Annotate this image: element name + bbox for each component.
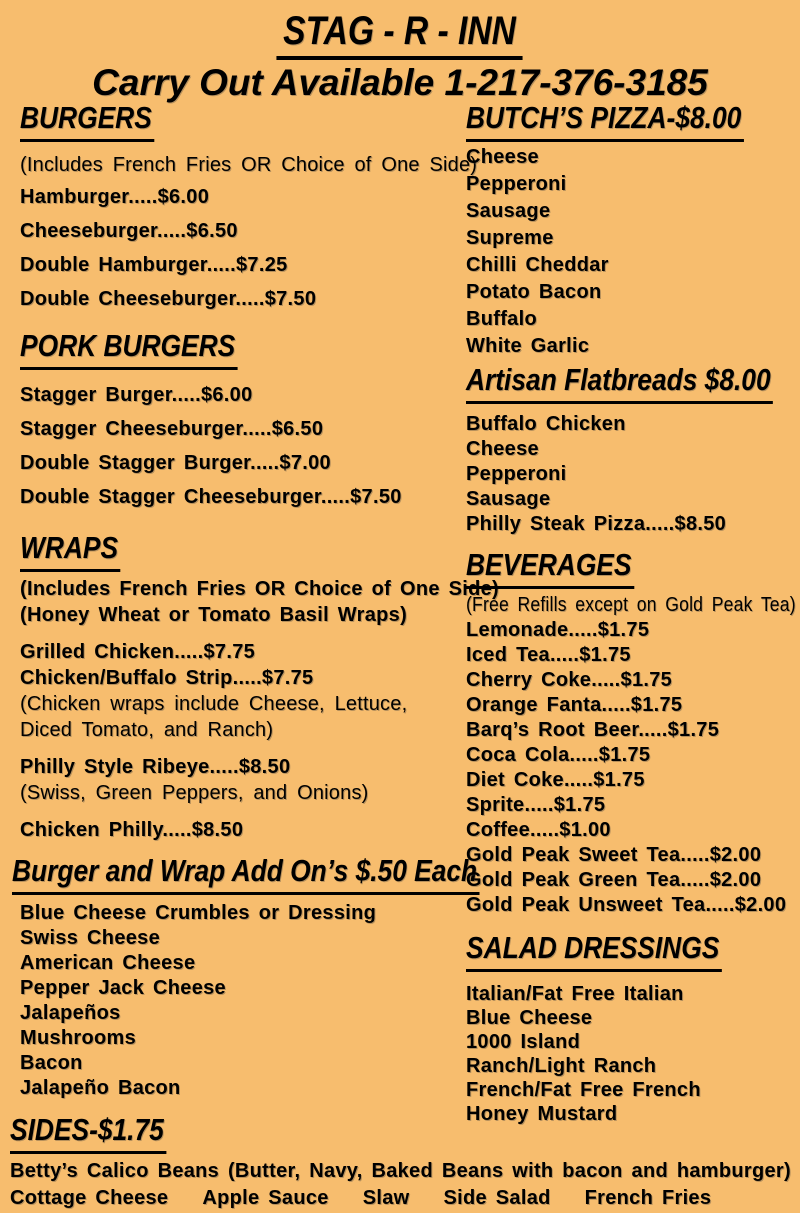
menu-row: Gold Peak Green Tea.....$2.00: [466, 869, 762, 891]
section-header: [10, 1112, 796, 1154]
menu-row: Chicken/Buffalo Strip.....$7.75: [20, 667, 314, 689]
menu-row: Cheese: [466, 146, 539, 168]
menu-row: Gold Peak Sweet Tea.....$2.00: [466, 844, 762, 866]
menu-row-part: Cottage Cheese: [10, 1187, 169, 1209]
section-header-text: BURGERS: [20, 100, 154, 142]
section-header-text: Artisan Flatbreads $8.00: [466, 362, 773, 404]
section-header-text: PORK BURGERS: [20, 328, 238, 370]
menu-row: Buffalo Chicken: [466, 413, 626, 435]
menu-row: [10, 1185, 796, 1212]
menu-row: Stagger Burger.....$6.00: [20, 384, 253, 406]
section-butchs-pizza: [466, 100, 800, 360]
section-header-text: BUTCH’S PIZZA-$8.00: [466, 100, 744, 142]
menu-row: Double Cheeseburger.....$7.50: [20, 288, 317, 310]
menu-row: Double Stagger Cheeseburger.....$7.50: [20, 486, 402, 508]
menu-row: American Cheese: [20, 952, 196, 974]
section-header: [20, 530, 464, 572]
page-header: [0, 8, 800, 106]
menu-row: Diet Coke.....$1.75: [466, 769, 645, 791]
menu-row: Blue Cheese: [466, 1007, 593, 1029]
menu-row: Blue Cheese Crumbles or Dressing: [20, 902, 377, 924]
menu-row: Coca Cola.....$1.75: [466, 744, 651, 766]
menu-row: Italian/Fat Free Italian: [466, 983, 684, 1005]
left-column: [12, 100, 500, 1101]
section-header-text: BEVERAGES: [466, 547, 634, 589]
menu-row: Chilli Cheddar: [466, 254, 609, 276]
section-pork-burgers: [20, 328, 464, 514]
menu-row: Orange Fanta.....$1.75: [466, 694, 683, 716]
menu-row: Sausage: [466, 488, 551, 510]
menu-row: Swiss Cheese: [20, 927, 161, 949]
page-subtitle: Carry Out Available 1-217-376-3185: [92, 62, 708, 103]
menu-row: (Swiss, Green Peppers, and Onions): [20, 782, 369, 804]
menu-row: Cherry Coke.....$1.75: [466, 669, 673, 691]
menu-row: Buffalo: [466, 308, 537, 330]
section-header: [20, 100, 464, 142]
right-column: [466, 100, 800, 1126]
menu-row: Jalapeños: [20, 1002, 121, 1024]
section-addons: [12, 853, 478, 1101]
menu-row-part: Apple Sauce: [202, 1187, 329, 1209]
menu-row-part: Slaw: [362, 1187, 410, 1209]
menu-row: Grilled Chicken.....$7.75: [20, 641, 256, 663]
menu-row: Honey Mustard: [466, 1103, 618, 1125]
menu-row: Bacon: [20, 1052, 83, 1074]
menu-row-part: Side Salad: [443, 1187, 551, 1209]
menu-row: French/Fat Free French: [466, 1079, 701, 1101]
menu-row: Gold Peak Unsweet Tea.....$2.00: [466, 894, 787, 916]
section-header: [466, 930, 800, 972]
menu-row: Mushrooms: [20, 1027, 137, 1049]
section-header: [466, 362, 800, 404]
menu-row: (Free Refills except on Gold Peak Tea): [466, 594, 796, 616]
section-burgers: [20, 100, 478, 316]
menu-row: 1000 Island: [466, 1031, 581, 1053]
menu-row: Betty’s Calico Beans (Butter, Navy, Baked Beans with bacon and hamburger): [10, 1160, 791, 1182]
menu-row: Cheese: [466, 438, 539, 460]
menu-row: (Honey Wheat or Tomato Basil Wraps): [20, 604, 408, 626]
menu-row: Pepperoni: [466, 463, 567, 485]
menu-row: Double Hamburger.....$7.25: [20, 254, 288, 276]
section-salad-dressings: [466, 930, 800, 1126]
section-header-text: SALAD DRESSINGS: [466, 930, 722, 972]
menu-row: Double Stagger Burger.....$7.00: [20, 452, 331, 474]
section-header: [12, 853, 478, 895]
section-header-text: WRAPS: [20, 530, 121, 572]
menu-row: Philly Steak Pizza.....$8.50: [466, 513, 727, 535]
menu-row: White Garlic: [466, 335, 590, 357]
menu-row: (Includes French Fries OR Choice of One Side): [20, 154, 478, 176]
menu-row: Philly Style Ribeye.....$8.50: [20, 756, 291, 778]
section-beverages: [466, 547, 800, 918]
menu-row: Potato Bacon: [466, 281, 602, 303]
page-title: [0, 8, 800, 60]
menu-row: Iced Tea.....$1.75: [466, 644, 631, 666]
section-header-text: Burger and Wrap Add On’s $.50 Each: [12, 853, 480, 895]
page-title-text: STAG - R - INN: [277, 8, 523, 60]
menu-row: Coffee.....$1.00: [466, 819, 611, 841]
section-header-text: SIDES-$1.75: [10, 1112, 166, 1154]
section-flatbreads: [466, 362, 800, 537]
menu-row: Pepper Jack Cheese: [20, 977, 226, 999]
section-header: [466, 547, 800, 589]
menu-row-part: French Fries: [584, 1187, 712, 1209]
section-wraps: [20, 530, 500, 843]
section-header: [20, 328, 464, 370]
menu-row: Sausage: [466, 200, 551, 222]
menu-row: Pepperoni: [466, 173, 567, 195]
menu-row: Sprite.....$1.75: [466, 794, 606, 816]
menu-row: Stagger Cheeseburger.....$6.50: [20, 418, 324, 440]
menu-row: Hamburger.....$6.00: [20, 186, 210, 208]
menu-row: Lemonade.....$1.75: [466, 619, 650, 641]
menu-row: (Includes French Fries OR Choice of One Side): [20, 578, 500, 600]
menu-row: Chicken Philly.....$8.50: [20, 819, 244, 841]
section-sides: [10, 1112, 796, 1212]
menu-row: Barq’s Root Beer.....$1.75: [466, 719, 720, 741]
bottom-section: [10, 1112, 796, 1212]
menu-row: Supreme: [466, 227, 554, 249]
menu-row: Cheeseburger.....$6.50: [20, 220, 238, 242]
menu-row: (Chicken wraps include Cheese, Lettuce, Diced Tomato, and Ranch): [20, 693, 408, 741]
section-header: [466, 100, 800, 142]
menu-row: Ranch/Light Ranch: [466, 1055, 657, 1077]
menu-row: Jalapeño Bacon: [20, 1077, 181, 1099]
